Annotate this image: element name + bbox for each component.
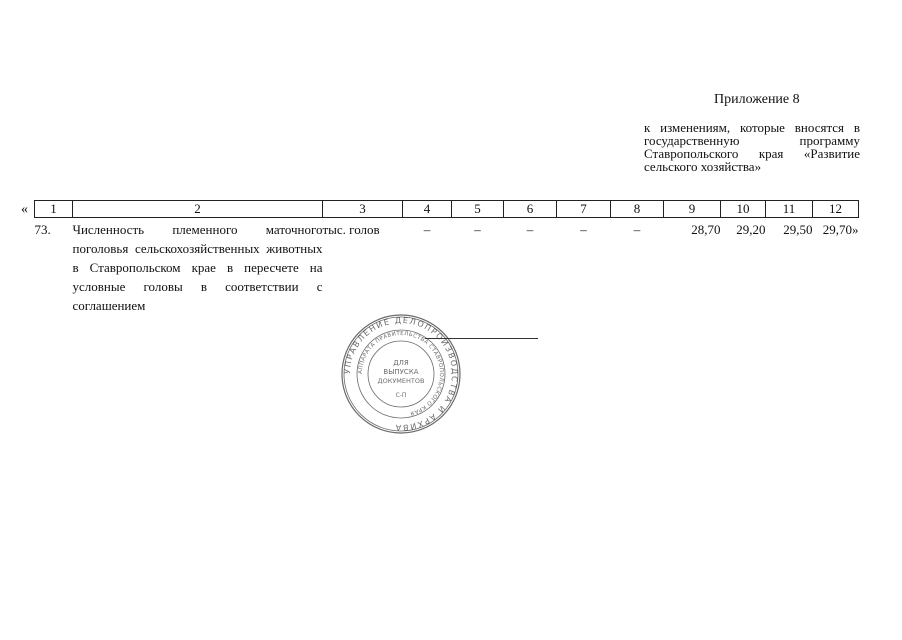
column-number: 8 [611,201,664,218]
column-number: 10 [721,201,766,218]
value-cell: 29,50 [783,222,813,237]
seal-center-line-2: ВЫПУСКА [383,368,419,376]
seal-outer-text: УПРАВЛЕНИЕ ДЕЛОПРОИЗВОДСТВА И АРХИВА [342,315,460,433]
column-number: 4 [403,201,452,218]
column-number: 6 [504,201,557,218]
value-cell-last [813,218,859,316]
table-row [35,218,859,316]
column-number: 9 [664,201,721,218]
value-text: 29,70 [822,222,852,237]
column-number: 3 [323,201,403,218]
table-close-quote: » [852,222,859,237]
seal-center-line-3: ДОКУМЕНТОВ [377,377,425,385]
appendix-title: Приложение 8 [714,92,800,107]
value-cell: – [423,222,431,237]
value-cell: 29,20 [736,222,766,237]
indicator-table [34,200,859,315]
appendix-subtitle: к изменениям, которые вносятся в государственную программу Ставропольского края «Развитие сельского хозяйства» [644,120,860,174]
seal-number: С-П [395,392,407,399]
value-cell: – [580,222,587,237]
column-number: 5 [452,201,504,218]
official-seal [340,313,462,435]
row-number: 73. [34,222,51,237]
column-number: 2 [73,201,323,218]
table-open-quote: « [21,202,28,217]
column-number: 12 [813,201,859,218]
value-cell: – [633,222,641,237]
seal-inner-text: АППАРАТА ПРАВИТЕЛЬСТВА СТАВРОПОЛЬСКОГО КРАЯ [357,330,445,416]
column-number: 7 [557,201,611,218]
value-cell: 28,70 [691,222,721,237]
column-number: 11 [766,201,813,218]
value-cell: – [526,222,534,237]
unit-of-measure: тыс. голов [322,222,380,237]
indicator-name: Численность племенного маточного поголовья сельскохозяйственных животных в Ставропольском крае в пересчете на условные головы в соответствии с соглашением [72,222,323,313]
column-number: 1 [35,201,73,218]
column-number-row [35,201,859,218]
seal-center-line-1: ДЛЯ [393,359,409,367]
value-cell: – [474,222,481,237]
